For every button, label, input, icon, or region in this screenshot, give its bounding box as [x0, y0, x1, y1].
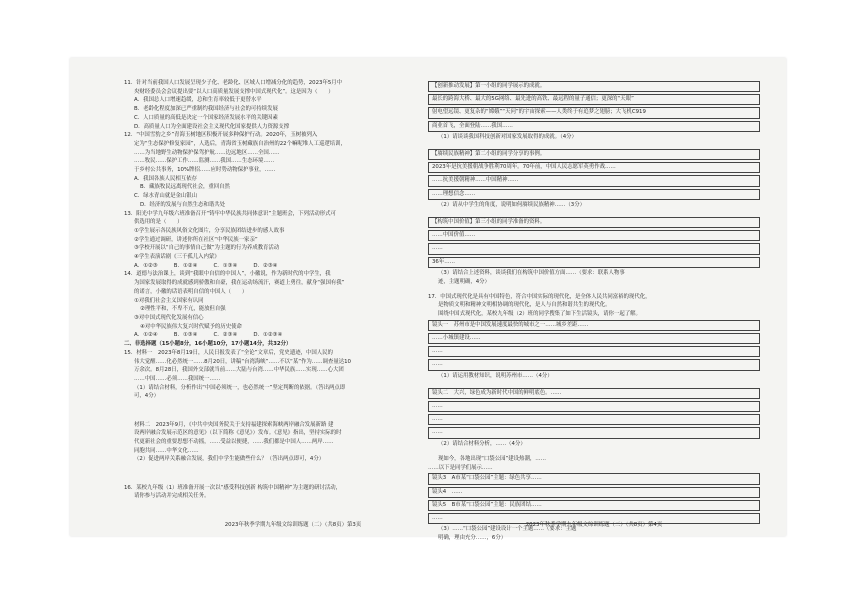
left-page-line: 14．道德与法治课上，谈到“我眼中自信的中国人”，小徽说，作为新时代的中学生，我	[124, 271, 331, 278]
left-page-line: ①对我们社会主义国家有认同	[134, 297, 204, 304]
left-page-line: 15．材料一 2023年8月19日，人民日报发表了“全论”文章后，党史遗迹，中国人民的	[124, 349, 333, 356]
left-page-line: 13．阳光中学九年级六班准备召开“铸牢中华民族共同体意识”主题班会，下列活动形式可	[124, 210, 336, 217]
right-page-line: ……	[428, 414, 760, 425]
right-page-line	[428, 449, 760, 454]
left-page-line: C．绿水青山就是金山银山	[134, 193, 198, 200]
right-page-line: ……抗美援朝精神……中国精神……	[428, 175, 760, 186]
right-page-line: （3）请结合上述资料，谈谈我们在构筑中国价值方面……（要求：联系人物事	[438, 269, 625, 276]
right-page-line: ……	[428, 346, 760, 357]
left-page-line: 16．某校九年级（1）班准备开展一次以“感受科技创新 构筑中国精神”为主题的研讨活动，	[124, 484, 342, 491]
right-page-line: 镜头5 B市某“口袋公园”主题：民族团结……	[428, 500, 760, 511]
left-page-line: 材料二 2023年9月，《中共中央国务院关于支持福建探索海峡两岸融合发展新路 建	[134, 421, 334, 428]
exam-paper-sheet	[70, 58, 786, 541]
right-page-line: （1）请谈谈我国科技创新对国家发展取得的成就。（4分）	[438, 133, 577, 140]
left-page-line: ④学生表演话剧《三千孤儿入内蒙》	[134, 254, 220, 261]
left-page-line: ②理性平和，不卑不亢，能放但自强	[140, 306, 226, 313]
left-page-line: ……为当地野生动物保护保驾护航……边远地区……全国……	[134, 149, 280, 156]
left-page-line: 11．针对当前我国人口发展呈现少子化、老龄化、区域人口增减分化的趋势，2023年5月中	[124, 80, 343, 86]
left-page-line: 可，4分）	[134, 393, 159, 400]
right-page-line: 迹，主题明确，4分）	[438, 278, 490, 285]
left-page-line: （2）促进两岸关系融合发展，我们中学生能做些什么？（答出两点即可，4分）	[134, 456, 325, 463]
left-page-line: 请你参与活动并完成相关任务。	[134, 493, 210, 500]
left-page-line: 的诺言，小徽的话语表明自信的中国人（ ）	[134, 288, 248, 295]
left-page-line: A．①②③ B．①②④ C．①③④ D．②③④	[134, 262, 278, 269]
right-page-line: 镜头4 ……	[428, 487, 760, 498]
left-page-line: 12．“中国雪豹之乡”青海玉树地区积极开展多种保护行动。2020年，玉树被列入	[124, 132, 318, 139]
left-page-line: A．我国各族人民相互依存	[134, 175, 197, 182]
left-page-line: ④对中华民族伟大复兴时代赋予的历史使命	[140, 323, 242, 330]
left-page-line: 代更新社会的重要思想不动摇，……受益以便捷，……我们都是中国人……两岸……	[134, 438, 334, 445]
right-page-line: 是物质文明和精神文明相协调的现代化，是人与自然和谐共生的现代化。	[438, 302, 611, 309]
left-page-footer: 2023年秋季学期九年级文综训练题（二）（共8页）第3页	[224, 522, 362, 528]
left-page-line: D．经济的发展与自然生态和谐共处	[140, 201, 226, 208]
right-page-line: ……小城镇建设……	[428, 333, 760, 344]
left-page-line: 央财经委员会会议提出要“以人口高质量发展支撑中国式现代化”。这是因为（ ）	[134, 88, 334, 95]
right-page-line: （2）请从中学生的角度，说明如何赓续民族精神……（3分）	[438, 201, 586, 208]
left-page-line: 伟大觉醒……化必然统一……8月20日，讲稿“台湾海峡”……不以“某”作为……调查量达10	[134, 358, 351, 365]
left-page-line: A．我国总人口增速趋缓，总和生育率较低于更替水平	[134, 97, 262, 104]
left-page-line: 供选用的是（ ）	[134, 219, 183, 226]
right-page-line: ……中国价值……	[428, 230, 760, 241]
left-page-line: 万余次。8月28日，我国外交部就当前……大陆与台湾……中华民族……实现……心大团	[134, 367, 344, 374]
right-page-line: 2023年是抗美援朝战争胜利70周年。70年前，中国人民志愿军英勇作战……	[428, 162, 760, 173]
right-page-line: （1）请运用教材知识，说明苏州市……（4分）	[438, 372, 553, 379]
left-page-line: 设两岸融合发展示范区的意见》（以下简称《意见》）发布。《意见》指出，坚持实际的时	[134, 430, 342, 437]
right-page-line: （2）请结合材料分析，……（4分）	[438, 440, 526, 447]
right-page-line: 现如今，各地出现“口袋公园”建设热潮，……	[438, 455, 547, 462]
right-page-line: 【赓续民族精神】第二小组的同学分享的事例。	[428, 149, 760, 160]
right-page-line: ……	[428, 513, 760, 524]
right-page-line: ……以下是同学们展示……	[428, 464, 493, 471]
left-page-line: 定为“生态保护修复家园”，人选后，青海省玉树藏族自治州的22个嘛呢堆人工巡逻培训，	[134, 140, 346, 147]
left-page-line: （1）请结合材料，分析作出“中国必须统一，也必然统一”坚定判断的依据。（答出两点即	[134, 384, 346, 391]
right-page-line	[428, 143, 760, 148]
left-page-line: ③学校开展以“自己的事情自己做”为主题的行为养成教育活动	[134, 245, 280, 252]
right-page-line: 最长的跨海大桥、最大的5G网络、最先进的高铁、最远程的量子通信；更深的“天眼”	[428, 94, 760, 105]
right-page-line: 镜头一 苏州市是中国发展速度最快的城市之一……城乡差距……	[428, 320, 760, 331]
left-page-line: 于乡村公共事务，10%牌招……应时势动物保护事业，……	[134, 167, 276, 174]
left-page-body	[124, 80, 462, 500]
right-page-line: 【创新推动发展】第一小组的同学展示的成就。	[428, 81, 760, 92]
right-page-line: ……	[428, 359, 760, 370]
left-page-line: 二、非选择题（15小题8分，16小题10分，17小题14分，共32分）	[124, 341, 292, 348]
left-page-line: B．老龄化程度加深已严重制约我国经济与社会的可持续发展	[134, 106, 278, 113]
right-page-line	[428, 381, 760, 386]
right-page-line: 明确，理由充分……，6分）	[438, 534, 507, 541]
right-page-body	[428, 81, 760, 542]
right-page-line	[428, 287, 760, 292]
right-page-line: 围绕中国式现代化，某校九年级（2）班的同学搜集了如下生活镜头，请你一起了解。	[438, 311, 641, 318]
left-page-line: 同胞共同……中华文化……	[134, 447, 199, 454]
left-page-line: ……中国……必须……我国统一……	[134, 375, 221, 382]
left-page-line: D．高质量人口为全面建设社会主义现代化国家提供人力资源支撑	[134, 123, 290, 130]
right-page-line: 商业首飞，全面登陆……我国……	[428, 121, 760, 132]
right-page-line: ……	[428, 243, 760, 254]
right-page-line: 镜头3 A市某“口袋公园”主题：绿色共享……	[428, 473, 760, 484]
left-page-line: ……牧民……保护工作……监测……我国……生态环境……	[134, 158, 275, 165]
right-page-footer: 2023年秋季学期九年级文综训练题（二）（共8页）第4页	[525, 522, 663, 528]
left-page-line: ①学生展示各民族风俗文化图片，分享民族团结进步的感人故事	[134, 227, 285, 234]
left-page-line: ③对中国式现代化发展有信心	[134, 314, 204, 321]
right-page-line: ……	[428, 427, 760, 438]
right-page	[428, 80, 760, 541]
left-page-line: B．藏族牧民远离现代社会，重回自然	[140, 184, 230, 191]
left-page-line: ②学生通过调研，讲述你所在社区“中华民族一家亲”	[134, 236, 258, 243]
right-page-line: 【构筑中国价值】第三小组的同学准备的资料。	[428, 217, 760, 228]
right-page-line: 36年……	[428, 257, 760, 268]
right-page-line: ……	[428, 401, 760, 412]
right-page-line: 镜头二 大兴，绿色成为新时代中国的鲜明底色。……	[428, 388, 760, 399]
right-page-line: ……理想信念……	[428, 189, 760, 200]
right-page-line: 17．中国式现代化是具有中国特色，符合中国实际的现代化，是全体人民共同富裕的现代化，	[428, 293, 651, 300]
right-page-line: （3）……“口袋公园”建设设计一个主题……（要求：主题	[438, 526, 577, 533]
left-page-line: A．①②④ B．①③④ C．②③④ D．①②③④	[134, 332, 283, 339]
left-page-line: 为国家发展取得的成就感到骄傲和自豪，我在运动场流汗，赛道上勇往，献身“强国有我”	[134, 280, 345, 287]
right-page-line	[428, 211, 760, 216]
right-page-line: 射电望远镜、更复杂的“嫦娥”“天问”的宇宙探索——人类终于有追梦之翅膀；大飞机C919	[428, 107, 760, 118]
left-page	[124, 80, 462, 528]
left-page-line: C．人口质量的高低是决定一个国家经济发展水平的关键因素	[134, 114, 278, 121]
left-page-line	[124, 465, 462, 483]
left-page-line	[124, 402, 462, 420]
